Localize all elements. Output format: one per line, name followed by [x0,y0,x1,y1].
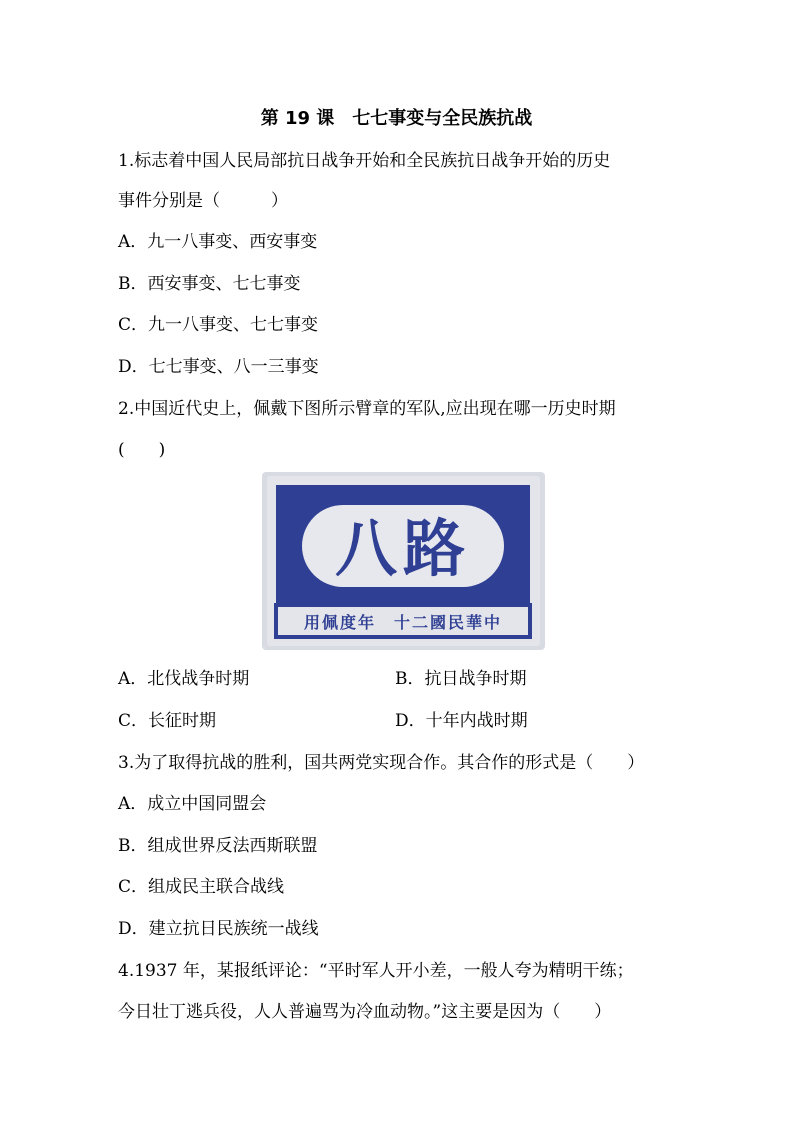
q2-option-b: B．抗日战争时期 [395,669,527,689]
armband-bottom-text: 用佩度年 十二國民華中 [303,613,503,632]
q2-stem-line2: ( ) [118,440,166,460]
q3-option-c: C．组成民主联合战线 [118,877,285,897]
q1-stem-line1: 1.标志着中国人民局部抗日战争开始和全民族抗日战争开始的历史 [118,151,611,171]
page-title: 第 19 课 七七事变与全民族抗战 [260,108,533,129]
q2-option-d: D．十年内战时期 [395,711,528,731]
q2-stem-line1: 2.中国近代史上，佩戴下图所示臂章的军队,应出现在哪一历史时期 [118,399,616,419]
q3-option-d: D．建立抗日民族统一战线 [118,919,319,939]
q2-option-c: C．长征时期 [118,711,217,731]
q4-stem-line2: 今日壮丁逃兵役，人人普遍骂为冷血动物。”这主要是因为（ ） [118,1002,612,1022]
q1-option-a: A．九一八事变、西安事变 [118,232,318,252]
armband-image [262,472,545,650]
q1-option-b: B．西安事变、七七事变 [118,274,301,294]
q2-option-a: A．北伐战争时期 [118,669,250,689]
q4-stem-line1: 4.1937 年，某报纸评论：“平时军人开小差，一般人夸为精明干练； [118,961,634,981]
q3-option-a: A．成立中国同盟会 [118,794,267,814]
q1-stem-line2: 事件分别是（ ） [118,191,288,211]
q3-stem: 3.为了取得抗战的胜利，国共两党实现合作。其合作的形式是（ ） [118,753,645,773]
q1-option-d: D．七七事变、八一三事变 [118,357,319,377]
q1-option-c: C．九一八事变、七七事变 [118,315,319,335]
armband-main-text: 八路 [334,512,472,585]
q3-option-b: B．组成世界反法西斯联盟 [118,836,318,856]
